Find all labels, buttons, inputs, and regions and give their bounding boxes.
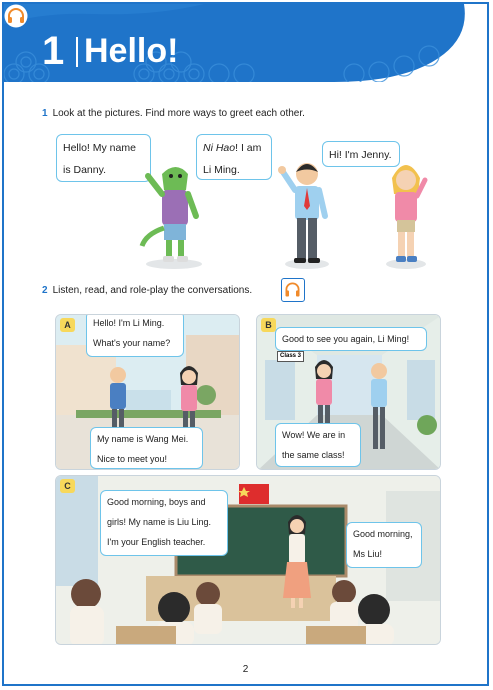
unit-number: 1 [42, 29, 65, 73]
task-text: Look at the pictures. Find more ways to greet each other. [52, 108, 305, 119]
play-audio-button[interactable] [281, 278, 305, 302]
title-divider [76, 37, 78, 67]
task-text: Listen, read, and role-play the conversations. [52, 285, 253, 296]
bubble-line: Wow! We are in [282, 430, 346, 440]
bubble-line: Li Ming. [203, 164, 240, 176]
headphones-icon[interactable] [4, 4, 28, 28]
task-1-instruction [42, 108, 305, 119]
textbook-page [2, 2, 489, 686]
bubble-italic: Ni Hao [203, 142, 236, 154]
panel-label: A [60, 318, 75, 332]
jenny-figure [386, 165, 426, 269]
bubble-line: Nice to meet you! [97, 454, 168, 464]
task-number: 2 [42, 285, 48, 296]
bubble-line: Good to see you again, Li Ming! [282, 334, 410, 344]
conversation-panel-c [55, 475, 441, 645]
conversation-panel-b [256, 314, 441, 470]
bubble-line: My name is Wang Mei. [97, 434, 189, 444]
teacher-bubble [100, 490, 228, 556]
bubble-line: Good morning, [353, 529, 413, 539]
panel-label: C [60, 479, 75, 493]
unit-title: Hello! [84, 32, 179, 70]
danny-figure [142, 167, 202, 269]
bubble-line: Good morning, boys and [107, 497, 206, 507]
wangmei-bubble [90, 427, 203, 469]
bubble-line: What's your name? [93, 338, 171, 348]
bubble-line: Hello! My name [63, 142, 136, 154]
bubble-line: Hello! I'm Li Ming. [93, 318, 165, 328]
panel-label: B [261, 318, 276, 332]
class-sign: Class 3 [277, 351, 304, 362]
page-number: 2 [242, 664, 249, 675]
conversation-panel-a [55, 314, 240, 470]
bubble-line: Ms Liu! [353, 549, 383, 559]
bubble-line: ! I am [235, 142, 262, 154]
liming-bubble [86, 314, 184, 357]
greeting-characters-illustration [134, 154, 434, 272]
task-2-instruction [42, 285, 252, 296]
students-bubble [346, 522, 422, 568]
liming-bubble [275, 423, 361, 467]
bubble-line: I'm your English teacher. [107, 537, 206, 547]
headphones-icon [282, 279, 303, 300]
wangmei-bubble [275, 327, 427, 351]
task-number: 1 [42, 108, 48, 119]
bubble-line: girls! My name is Liu Ling. [107, 517, 212, 527]
liming-figure [278, 163, 329, 269]
bubble-line: the same class! [282, 450, 345, 460]
bubble-line: is Danny. [63, 164, 106, 176]
unit-header [4, 4, 487, 82]
bubble-line: Hi! I'm Jenny. [329, 149, 392, 161]
